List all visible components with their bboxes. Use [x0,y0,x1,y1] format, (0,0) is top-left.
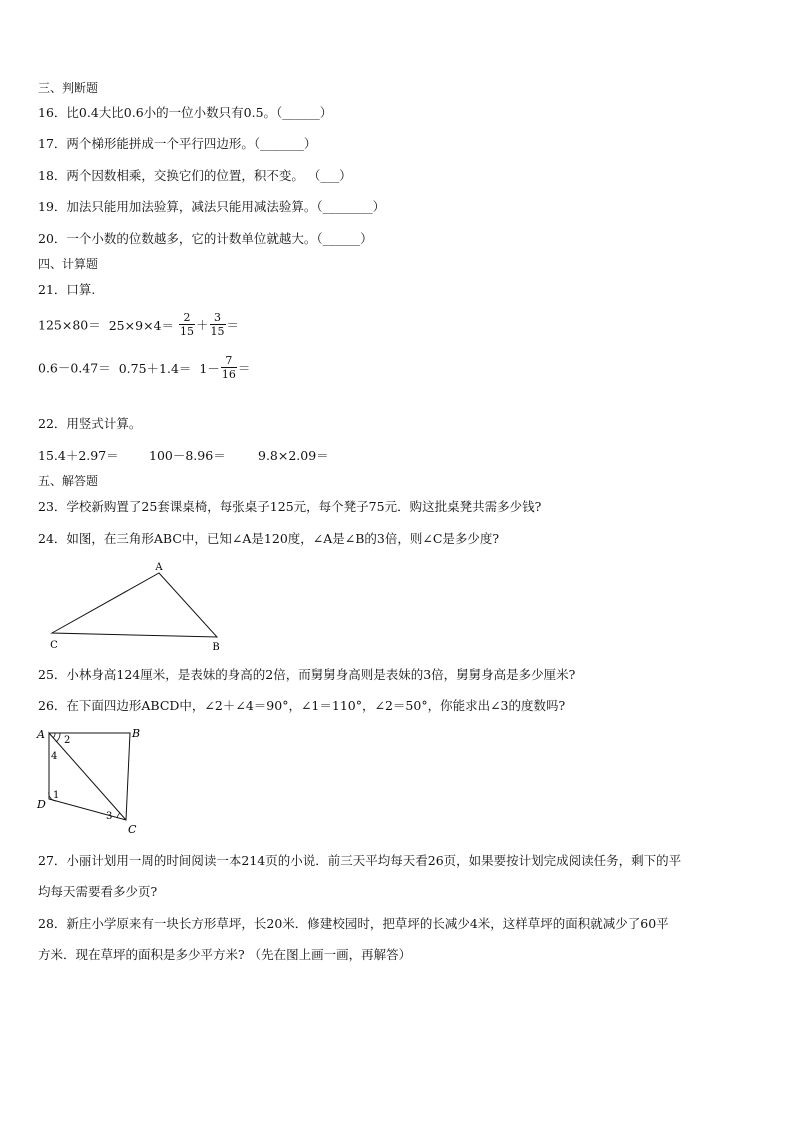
fraction-3-15 [210,311,226,338]
question-22: 22．用竖式计算。 [38,416,142,431]
question-27-line-1: 27．小丽计划用一周的时间阅读一本214页的小说．前三天平均每天看26页，如果要按计划完成阅读任务，剩下的平 [38,853,682,868]
question-24: 24．如图，在三角形ABC中，已知∠A是120度，∠A是∠B的3倍，则∠C是多少度? [38,531,500,546]
question-26: 26．在下面四边形ABCD中，∠2＋∠4＝90°，∠1＝110°，∠2＝50°，你能求出∠3的度数吗? [38,698,566,713]
vertex-label-b: B [212,642,220,653]
vertex-label-d: D [37,798,46,811]
equals-sign: ＝ [237,360,251,376]
calc-9.8x2.09: 9.8×2.09＝ [258,448,329,463]
question-25: 25．小林身高124厘米，是表妹的身高的2倍，而舅舅身高则是表妹的3倍，舅舅身高是多少厘米? [38,667,576,682]
question-20: 20．一个小数的位数越多，它的计数单位就越大。（______） [38,231,373,246]
angle-label-3: 3 [106,811,113,822]
question-16: 16．比0.4大比0.6小的一位小数只有0.5。（______） [38,105,333,120]
angle-label-4: 4 [51,751,58,762]
calc-15.4+2.97: 15.4＋2.97＝ [38,448,119,463]
question-17: 17．两个梯形能拼成一个平行四边形。（_______） [38,136,317,151]
expr-25x9x4: 25×9×4＝ [108,317,174,333]
vertex-label-c: C [128,823,137,836]
vertical-calc-row [38,448,329,464]
mental-math-row-2 [38,354,250,381]
section-title-judgement: 三、判断题 [38,81,99,95]
question-19: 19．加法只能用加法验算，减法只能用减法验算。（________） [38,199,386,214]
mental-math-row-1 [38,311,239,338]
expr-125x80: 125×80＝ [38,317,101,333]
question-23: 23．学校新购置了25套课桌椅，每张桌子125元，每个凳子75元．购这批桌凳共需多少钱? [38,499,542,514]
question-27-line-2: 均每天需要看多少页? [38,884,158,899]
calc-100-8.96: 100－8.96＝ [149,448,226,463]
triangle-abc-figure [40,560,230,655]
vertex-label-a: A [155,562,163,573]
fraction-denominator: 15 [179,325,194,338]
plus-sign: ＋ [195,317,209,333]
quadrilateral-abcd-figure [32,724,152,840]
fraction-denominator: 15 [210,325,225,338]
expr-0.75+1.4: 0.75＋1.4＝ [118,360,192,376]
fraction-denominator: 16 [221,368,236,381]
question-28-line-2: 方米．现在草坪的面积是多少平方米? （先在图上画一画，再解答） [38,947,412,962]
triangle-abc [52,573,217,637]
angle-arc-2-outer [56,733,60,742]
section-title-calculation: 四、计算题 [38,257,99,271]
fraction-numerator: 2 [179,311,195,325]
quadrilateral-abcd [49,733,130,820]
vertex-label-b: B [132,727,141,740]
fraction-2-15 [179,311,195,338]
fraction-7-16 [221,354,237,381]
vertex-label-a: A [37,728,45,741]
question-21: 21．口算. [38,282,96,297]
question-18: 18．两个因数相乘，交换它们的位置，积不变。 （___） [38,168,352,183]
vertex-label-c: C [50,640,58,651]
expr-1-minus: 1－ [199,360,220,376]
fraction-numerator: 7 [221,354,237,368]
section-title-word-problems: 五、解答题 [38,474,99,488]
fraction-numerator: 3 [210,311,226,325]
angle-arc-3 [117,813,120,818]
expr-0.6-0.47: 0.6－0.47＝ [38,360,111,376]
angle-arc-2 [53,733,55,738]
equals-sign: ＝ [226,317,240,333]
angle-label-1: 1 [53,790,60,801]
question-28-line-1: 28．新庄小学原来有一块长方形草坪，长20米．修建校园时，把草坪的长减少4米，这样草坪的面积就减少了60平 [38,916,669,931]
angle-label-2: 2 [64,735,71,746]
